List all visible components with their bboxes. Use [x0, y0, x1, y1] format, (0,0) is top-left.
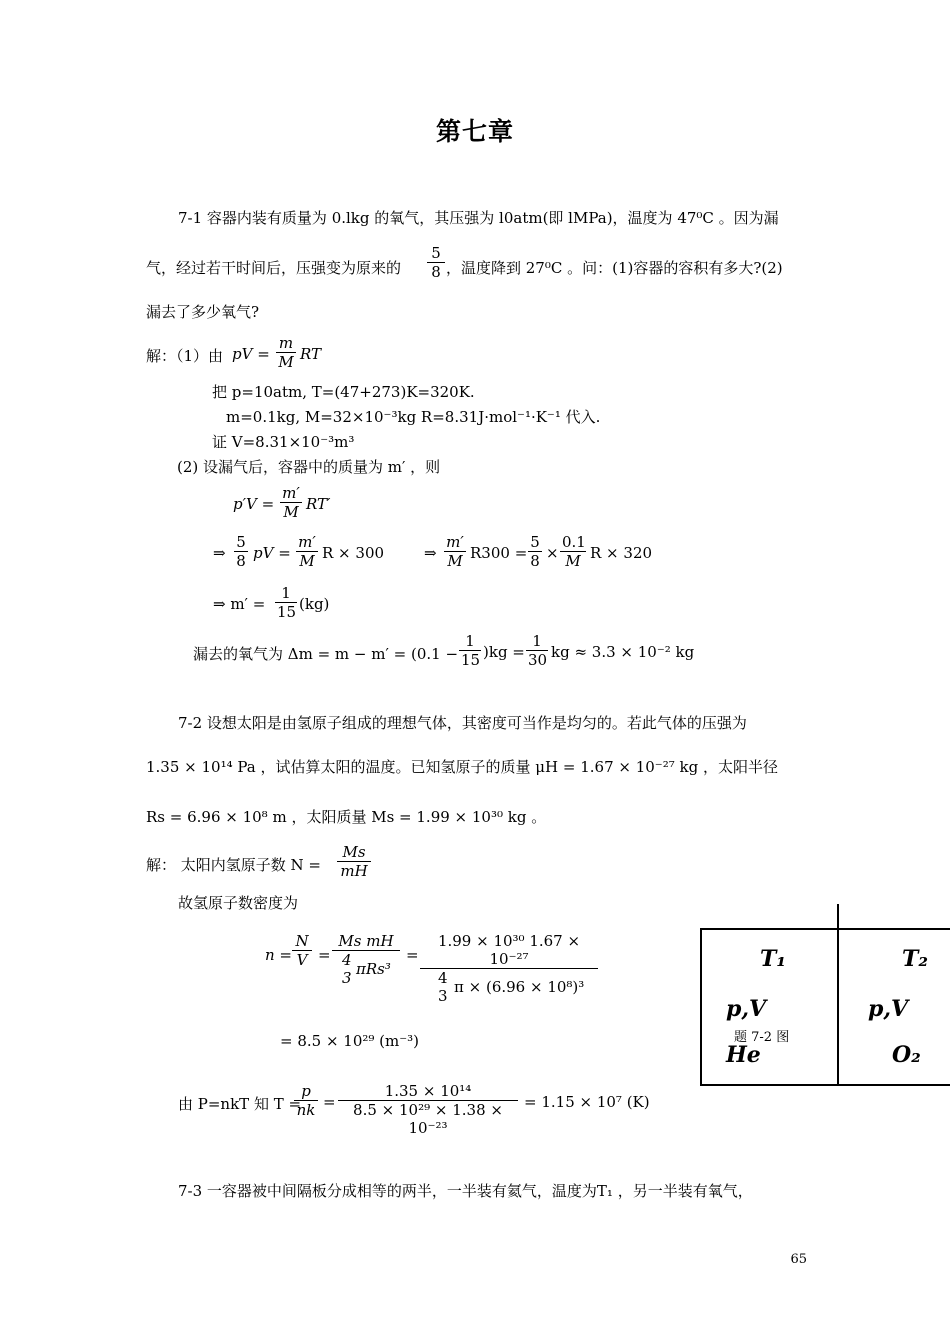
fraction-m-prime-over-M-eq3: [444, 533, 466, 570]
four: 4: [342, 951, 352, 969]
sphere-volume: πRs³: [356, 960, 391, 978]
problem-7-1-line2a: 气，经过若干时间后，压强变为原来的: [146, 259, 402, 277]
density-result: = 8.5 × 10²⁹ (m⁻³): [280, 1032, 420, 1050]
fraction-0.1-over-M: [560, 533, 586, 570]
equation-2-mid: pV =: [253, 544, 291, 562]
solution-7-1-step1-post: RT: [300, 345, 322, 363]
problem-7-2-line2: 1.35 × 10¹⁴ Pa ，试估算太阳的温度。已知氢原子的质量 μH = 1.67 × 10⁻²⁷ kg ，太阳半径: [146, 758, 778, 776]
temperature-eq-prefix: 由 P=nkT 知 T =: [178, 1095, 302, 1113]
label-he: He: [726, 1042, 761, 1068]
fraction-temperature-numeric: [338, 1082, 518, 1137]
label-pv-left: p,V: [726, 996, 767, 1022]
fraction-numerator: m′: [280, 484, 302, 503]
equation-4-prefix: ⇒ m′ =: [213, 595, 266, 613]
equation-2-post: R × 300: [322, 544, 385, 562]
problem-7-2-line3: Rs = 6.96 × 10⁸ m ，太阳质量 Ms = 1.99 × 10³⁰ kg 。: [146, 808, 547, 826]
fraction-1-over-30: [526, 632, 548, 669]
equation-3-arrow: ⇒: [424, 544, 437, 562]
density-eq-equal2: =: [406, 946, 419, 964]
page-number: 65: [790, 1252, 807, 1267]
density-eq-prefix: n =: [265, 946, 292, 964]
equation-5-prefix: 漏去的氧气为 Δm = m − m′ = (0.1 −: [193, 645, 459, 663]
chapter-title: 第七章: [435, 117, 514, 146]
fraction-denominator: 30: [528, 651, 548, 669]
equation-3-post: R × 320: [590, 544, 653, 562]
fraction-numerator: m′: [296, 533, 318, 552]
four: 4: [438, 969, 448, 987]
equation-5-post: kg ≈ 3.3 × 10⁻² kg: [551, 643, 695, 661]
partition-line: [837, 904, 839, 1084]
fraction-numerator: 1.35 × 10¹⁴: [338, 1082, 518, 1101]
fraction-m-over-M: [276, 334, 296, 371]
fraction-numeric-density: [420, 932, 598, 1005]
fraction-denominator: [420, 969, 598, 1005]
container-diagram: [700, 928, 950, 1086]
problem-7-2-line1: 7-2 设想太阳是由氢原子组成的理想气体，其密度可当作是均匀的。若此气体的压强为: [178, 714, 747, 732]
equation-1-prefix: p′V =: [233, 495, 275, 513]
solution-7-2-step2: 故氢原子数密度为: [178, 894, 299, 912]
problem-7-1-line2b: ，温度降到 27⁰C 。问：(1)容器的容积有多大?(2): [446, 259, 783, 277]
equation-5-mid: )kg =: [483, 643, 525, 661]
fraction-numerator: 5: [234, 533, 248, 552]
fraction-denominator: M: [565, 552, 581, 570]
fraction-numerator: m: [276, 334, 296, 353]
fraction-1-over-15-eq5: [459, 632, 481, 669]
fraction-numerator: m′: [444, 533, 466, 552]
fraction-denominator: 8: [530, 552, 540, 570]
solution-7-1-step2: 把 p=10atm, T=(47+273)K=320K.: [212, 383, 475, 401]
fraction-denominator: mH: [340, 862, 368, 880]
temperature-eq-equal: =: [323, 1093, 336, 1111]
problem-7-3-line1: 7-3 一容器被中间隔板分成相等的两半，一半装有氦气，温度为T₁ ，另一半装有氧气，: [178, 1182, 753, 1200]
label-o2: O₂: [892, 1042, 921, 1068]
fraction-denominator: nk: [296, 1101, 316, 1119]
fraction-denominator: M: [278, 353, 294, 371]
fraction-numerator: 1: [459, 632, 481, 651]
equation-1-post: RT′: [306, 495, 331, 513]
fraction-p-over-nk: [294, 1082, 318, 1119]
equation-3-times: ×: [546, 544, 559, 562]
equation-3-mid: R300 =: [470, 544, 528, 562]
solution-7-1-step1-prefix: 解：（1）由: [146, 347, 224, 365]
fraction-denominator: [332, 951, 400, 987]
fraction-denominator: 8.5 × 10²⁹ × 1.38 × 10⁻²³: [353, 1101, 503, 1137]
problem-7-1-line1: 7-1 容器内装有质量为 0.lkg 的氧气，其压强为 l0atm(即 lMPa)，温度为 47⁰C 。因为漏: [178, 209, 779, 227]
fraction-numerator: Ms: [337, 843, 371, 862]
figure-caption: 题 7-2 图: [734, 1030, 790, 1045]
label-t1: T₁: [760, 946, 787, 972]
solution-7-1-part2: (2) 设漏气后，容器中的质量为 m′ ，则: [177, 458, 441, 476]
solution-7-1-step4: 证 V=8.31×10⁻³m³: [212, 433, 355, 451]
equation-2-arrow: ⇒: [213, 544, 226, 562]
fraction-N-over-V: [292, 932, 312, 969]
fraction-numerator: 1: [526, 632, 548, 651]
equation-4-post: (kg): [299, 595, 330, 613]
fraction-Ms-over-mH: [337, 843, 371, 880]
label-pv-right: p,V: [868, 996, 909, 1022]
fraction-numerator: 5: [528, 533, 542, 552]
solar-volume: π × (6.96 × 10⁸)³: [454, 978, 585, 996]
fraction-1-over-15: [275, 584, 297, 621]
fraction-denominator: 8: [236, 552, 246, 570]
fraction-denominator: M: [299, 552, 315, 570]
fraction-denominator: 8: [431, 263, 441, 281]
fraction-denominator: 15: [461, 651, 481, 669]
fraction-numerator: 1: [275, 584, 297, 603]
three: 3: [438, 987, 448, 1005]
fraction-denominator: M: [447, 552, 463, 570]
fraction-m-prime-over-M: [280, 484, 302, 521]
fraction-numerator: 0.1: [562, 533, 586, 551]
fraction-numerator: p: [294, 1082, 318, 1101]
fraction-5-8: [427, 244, 445, 281]
fraction-numerator: Ms mH: [332, 932, 400, 951]
problem-7-1-line3: 漏去了多少氧气?: [146, 303, 260, 321]
fraction-denominator: V: [296, 951, 308, 969]
three: 3: [342, 969, 352, 987]
density-eq-equal1: =: [318, 946, 331, 964]
fraction-m-prime-over-M-eq2: [296, 533, 318, 570]
fraction-numerator: 1.99 × 10³⁰ 1.67 × 10⁻²⁷: [420, 932, 598, 969]
solution-7-2-step1-prefix: 解： 太阳内氢原子数 N =: [146, 856, 321, 874]
fraction-denominator: M: [283, 503, 299, 521]
fraction-denominator: 15: [277, 603, 297, 621]
fraction-5-8-eq3: [528, 533, 542, 570]
fraction-numerator: 5: [427, 244, 445, 263]
label-t2: T₂: [902, 946, 929, 972]
solution-7-1-step1-eq: pV =: [232, 345, 270, 363]
fraction-5-8-eq2: [234, 533, 248, 570]
solution-7-1-step3: m=0.1kg, M=32×10⁻³kg R=8.31J·mol⁻¹·K⁻¹ 代入.: [226, 408, 601, 426]
fraction-numerator: N: [292, 932, 312, 951]
fraction-Ms-mH-over-volume: [332, 932, 400, 987]
temperature-result: = 1.15 × 10⁷ (K): [524, 1093, 650, 1111]
